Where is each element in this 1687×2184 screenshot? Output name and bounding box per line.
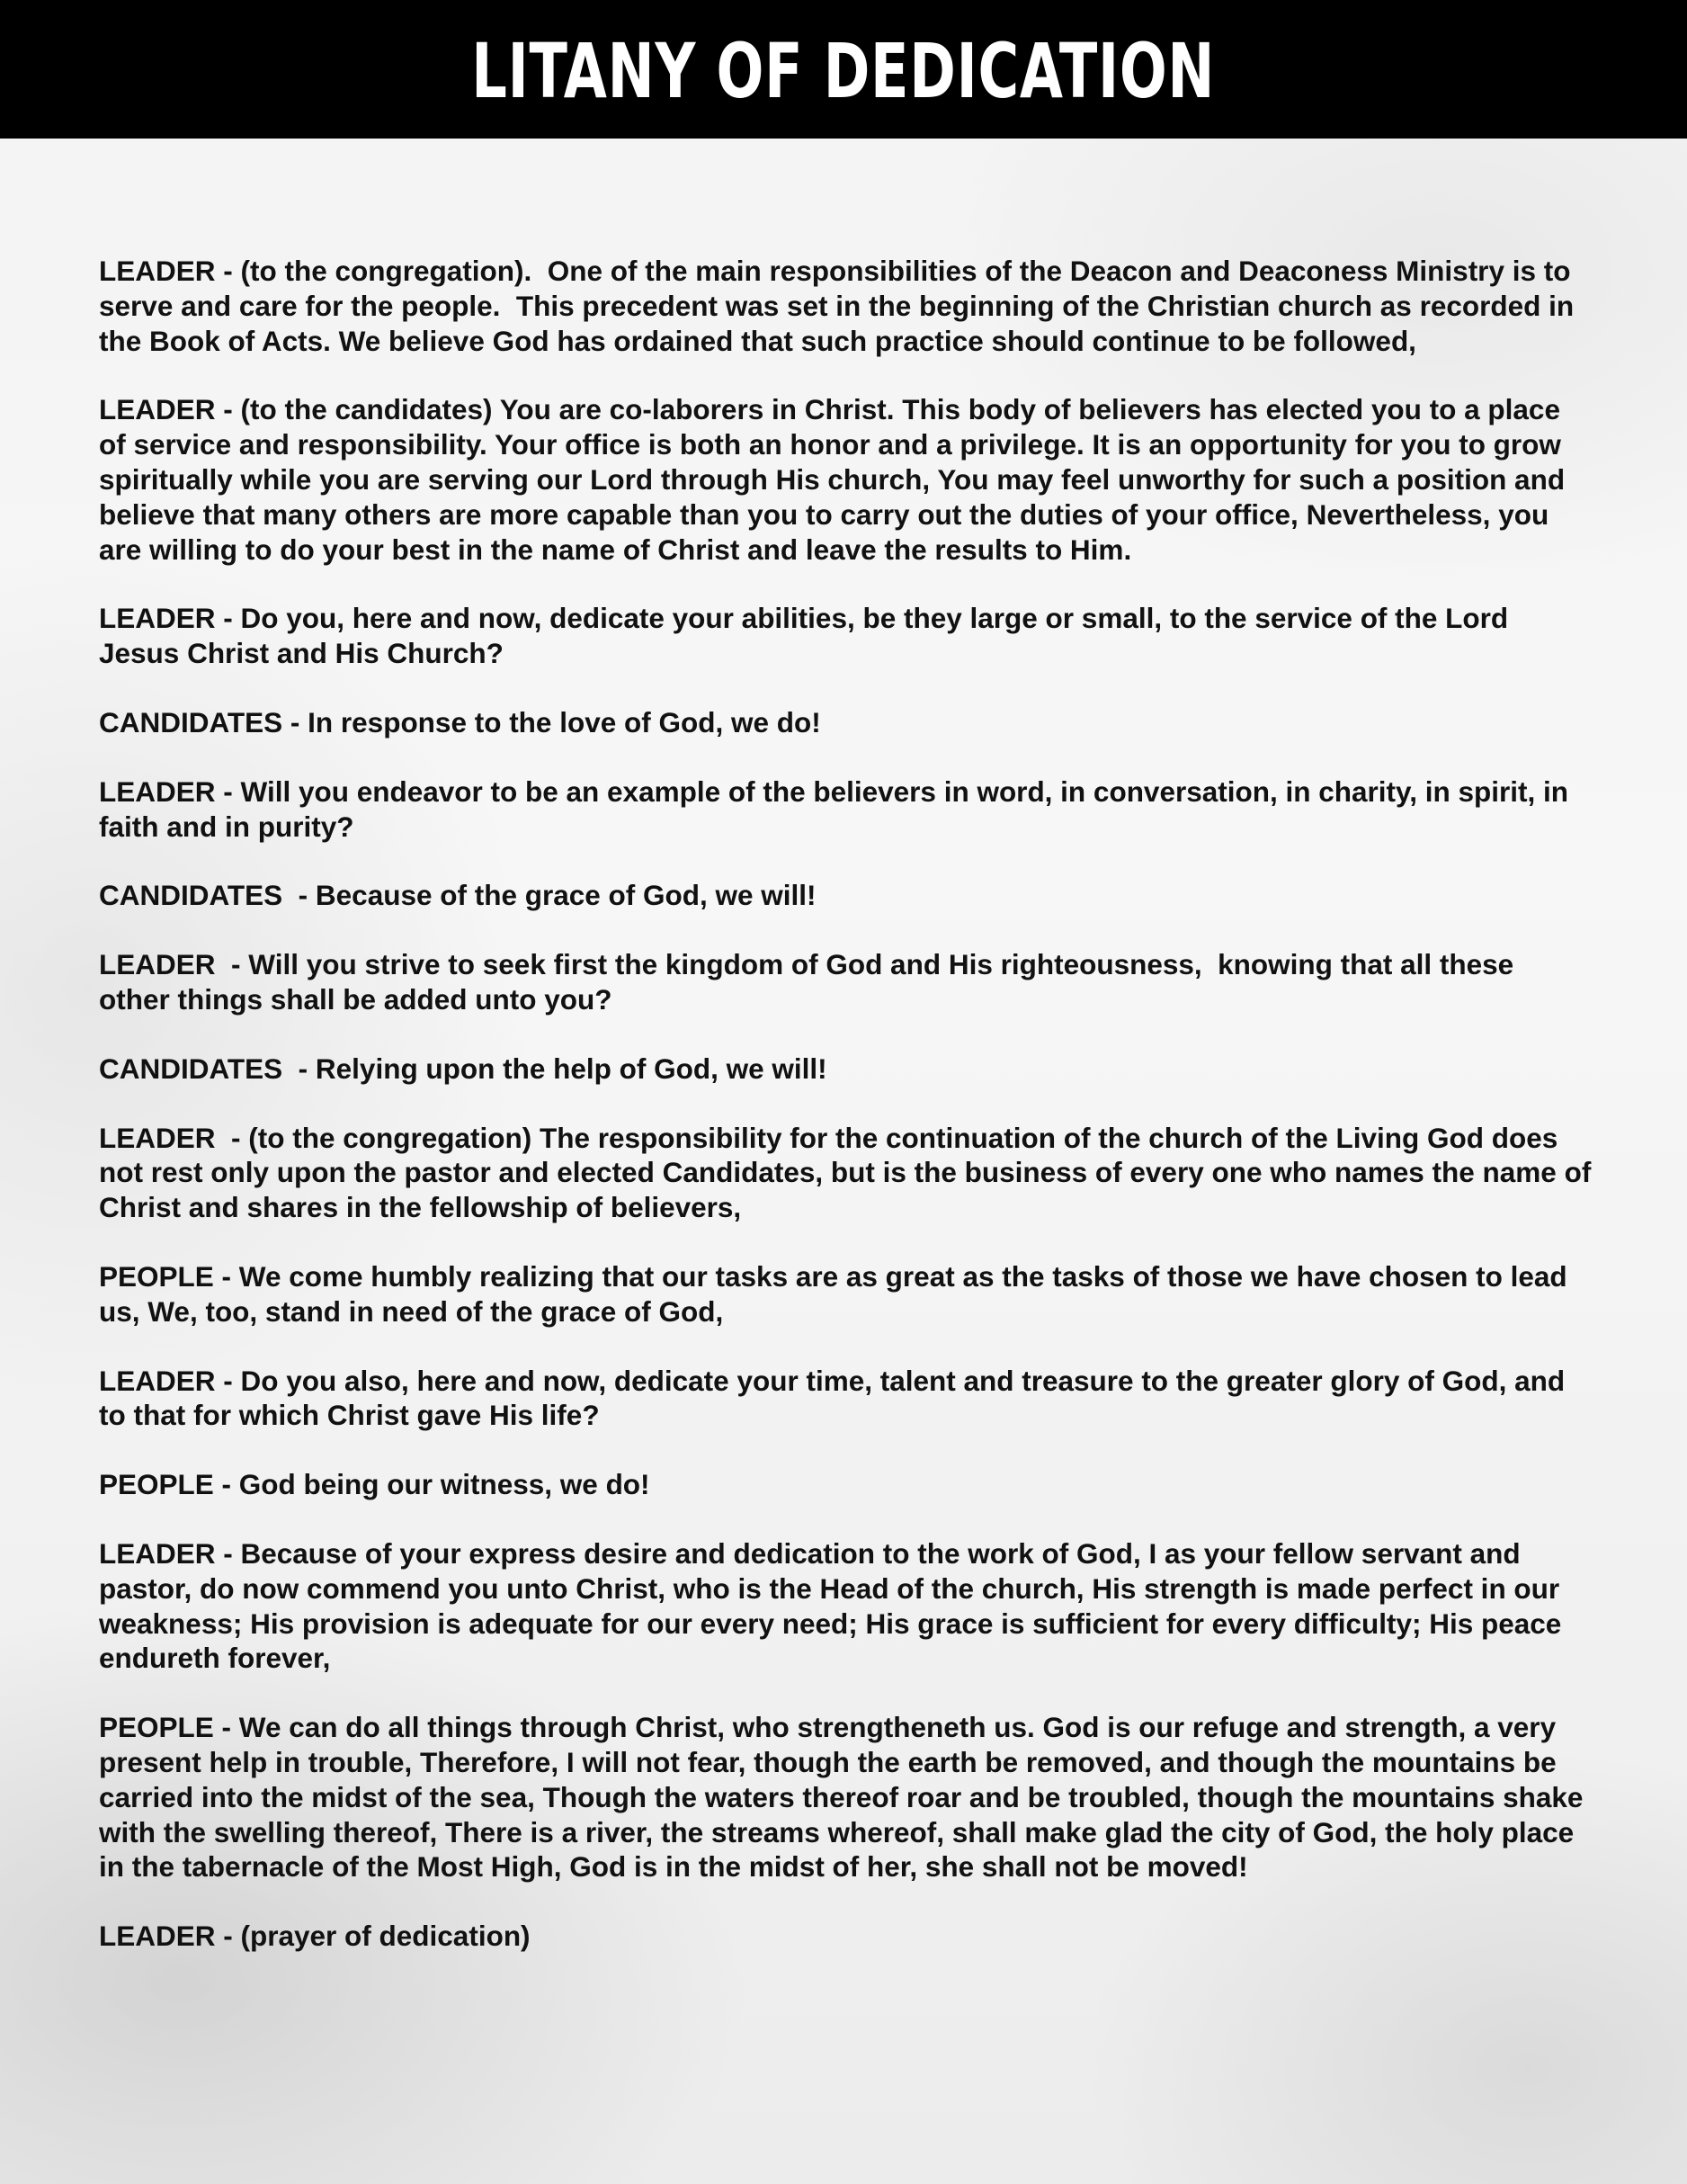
litany-paragraph-15: LEADER - (prayer of dedication): [99, 1920, 531, 1953]
litany-body: [99, 254, 1600, 1988]
litany-paragraph-6: CANDIDATES - Because of the grace of God, we will!: [99, 879, 817, 912]
litany-paragraph-4: CANDIDATES - In response to the love of God, we do!: [99, 705, 821, 738]
litany-paragraph-8: CANDIDATES - Relying upon the help of God, we will!: [99, 1052, 827, 1085]
litany-paragraph-1: LEADER - (to the congregation). One of the main responsibilities of the Deacon and Deaconess Ministry is to serve and care for the people. This precedent was set in the beginning of the Christian church as recorded in the Book of Acts. We believe God has ordained that such practice should continue to be followed,: [99, 255, 1582, 357]
litany-paragraph-12: PEOPLE - God being our witness, we do!: [99, 1468, 650, 1501]
litany-paragraph-9: LEADER - (to the congregation) The responsibility for the continuation of the church of the Living God does not rest only upon the pastor and elected Candidates, but is the business of every one who names the name of Christ and shares in the fellowship of believers,: [99, 1121, 1600, 1224]
litany-paragraph-13: LEADER - Because of your express desire and dedication to the work of God, I as your fellow servant and pastor, do now commend you unto Christ, who is the Head of the church, His strength is made perfect in our weakness; His provision is adequate for our every need; His grace is sufficient for every difficulty; His peace endureth forever,: [99, 1536, 1570, 1675]
litany-paragraph-7: LEADER - Will you strive to seek first the kingdom of God and His righteousness, knowing that all these other things shall be added unto you?: [99, 948, 1522, 1016]
litany-paragraph-14: PEOPLE - We can do all things through Christ, who strengtheneth us. God is our refuge and strength, a very present help in trouble, Therefore, I will not fear, though the earth be removed, and though the mountains be carried into the midst of the sea, Though the waters thereof roar and be troubled, though the mountains shake with the swelling thereof, There is a river, the streams whereof, shall make glad the city of God, the holy place in the tabernacle of the Most High, God is in the midst of her, she shall not be moved!: [99, 1711, 1592, 1884]
title-banner: [0, 0, 1687, 139]
page-title: LITANY OF DEDICATION: [471, 27, 1216, 115]
litany-paragraph-10: PEOPLE - We come humbly realizing that our tasks are as great as the tasks of those we have chosen to lead us, We, too, stand in need of the grace of God,: [99, 1259, 1575, 1328]
litany-paragraph-3: LEADER - Do you, here and now, dedicate your abilities, be they large or small, to the service of the Lord Jesus Christ and His Church?: [99, 602, 1516, 670]
litany-paragraph-2: LEADER - (to the candidates) You are co-laborers in Christ. This body of believers has elected you to a place of service and responsibility. Your office is both an honor and a privilege. It is an opportunity for you to grow spiritually while you are serving our Lord through His church, You may feel unworthy for such a position and believe that many others are more capable than you to carry out the duties of your office, Nevertheless, you are willing to do your best in the name of Christ and leave the results to Him.: [99, 393, 1573, 566]
litany-paragraph-11: LEADER - Do you also, here and now, dedicate your time, talent and treasure to the greater glory of God, and to that for which Christ gave His life?: [99, 1364, 1573, 1432]
litany-paragraph-5: LEADER - Will you endeavor to be an example of the believers in word, in conversation, in charity, in spirit, in faith and in purity?: [99, 774, 1576, 843]
